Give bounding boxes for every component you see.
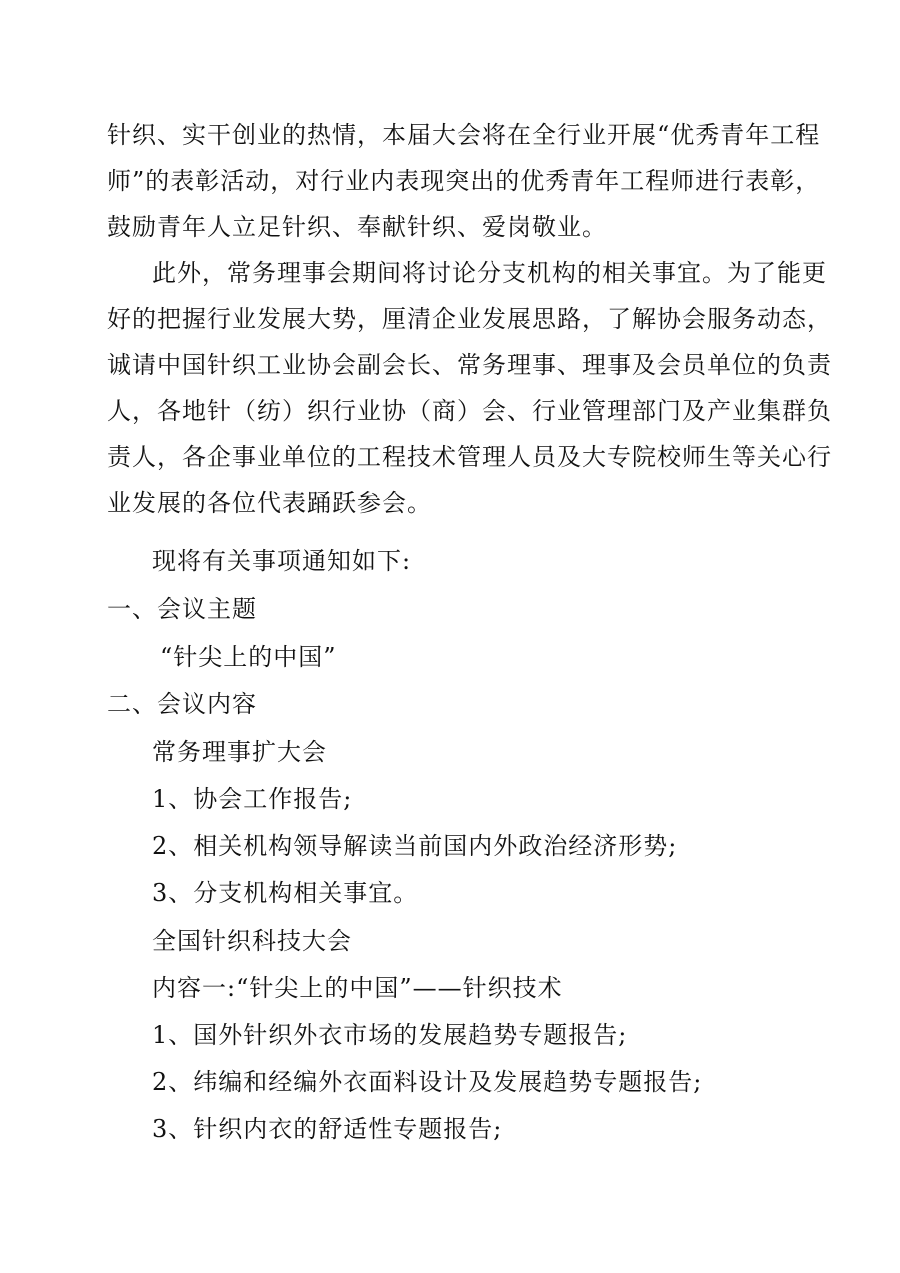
- meeting-theme: “针尖上的中国”: [160, 643, 337, 671]
- section-2-heading: 二、会议内容: [107, 690, 257, 718]
- meeting-2-title: 全国针织科技大会: [152, 927, 352, 955]
- paragraph-1-line-2: 师”的表彰活动，对行业内表现突出的优秀青年工程师进行表彰，: [107, 167, 821, 195]
- meeting-2-item-3: 3、针织内衣的舒适性专题报告;: [152, 1115, 503, 1143]
- meeting-2-item-1: 1、国外针织外衣市场的发展趋势专题报告;: [152, 1021, 628, 1049]
- paragraph-2-line-2: 好的把握行业发展大势，厘清企业发展思路，了解协会服务动态，: [107, 305, 832, 333]
- section-1-heading: 一、会议主题: [107, 595, 257, 623]
- meeting-1-item-1: 1、协会工作报告;: [152, 785, 353, 813]
- paragraph-1-line-3: 鼓励青年人立足针织、奉献针织、爱岗敬业。: [107, 213, 607, 241]
- paragraph-2-line-5: 责人，各企事业单位的工程技术管理人员及大专院校师生等关心行: [107, 443, 832, 471]
- paragraph-2-line-3: 诚请中国针织工业协会副会长、常务理事、理事及会员单位的负责: [107, 351, 832, 379]
- meeting-2-content-title: 内容一:“针尖上的中国”——针织技术: [152, 974, 563, 1002]
- meeting-2-item-2: 2、纬编和经编外衣面料设计及发展趋势专题报告;: [152, 1068, 703, 1096]
- paragraph-2-line-6: 业发展的各位代表踊跃参会。: [107, 489, 432, 517]
- meeting-1-title: 常务理事扩大会: [152, 738, 327, 766]
- paragraph-1-line-1: 针织、实干创业的热情，本届大会将在全行业开展“优秀青年工程: [107, 121, 821, 149]
- paragraph-2-line-1: 此外，常务理事会期间将讨论分支机构的相关事宜。为了能更: [152, 259, 827, 287]
- intro-text: 现将有关事项通知如下:: [152, 547, 412, 575]
- meeting-1-item-2: 2、相关机构领导解读当前国内外政治经济形势;: [152, 832, 678, 860]
- meeting-1-item-3: 3、分支机构相关事宜。: [152, 879, 419, 907]
- paragraph-2-line-4: 人，各地针（纺）织行业协（商）会、行业管理部门及产业集群负: [107, 397, 832, 425]
